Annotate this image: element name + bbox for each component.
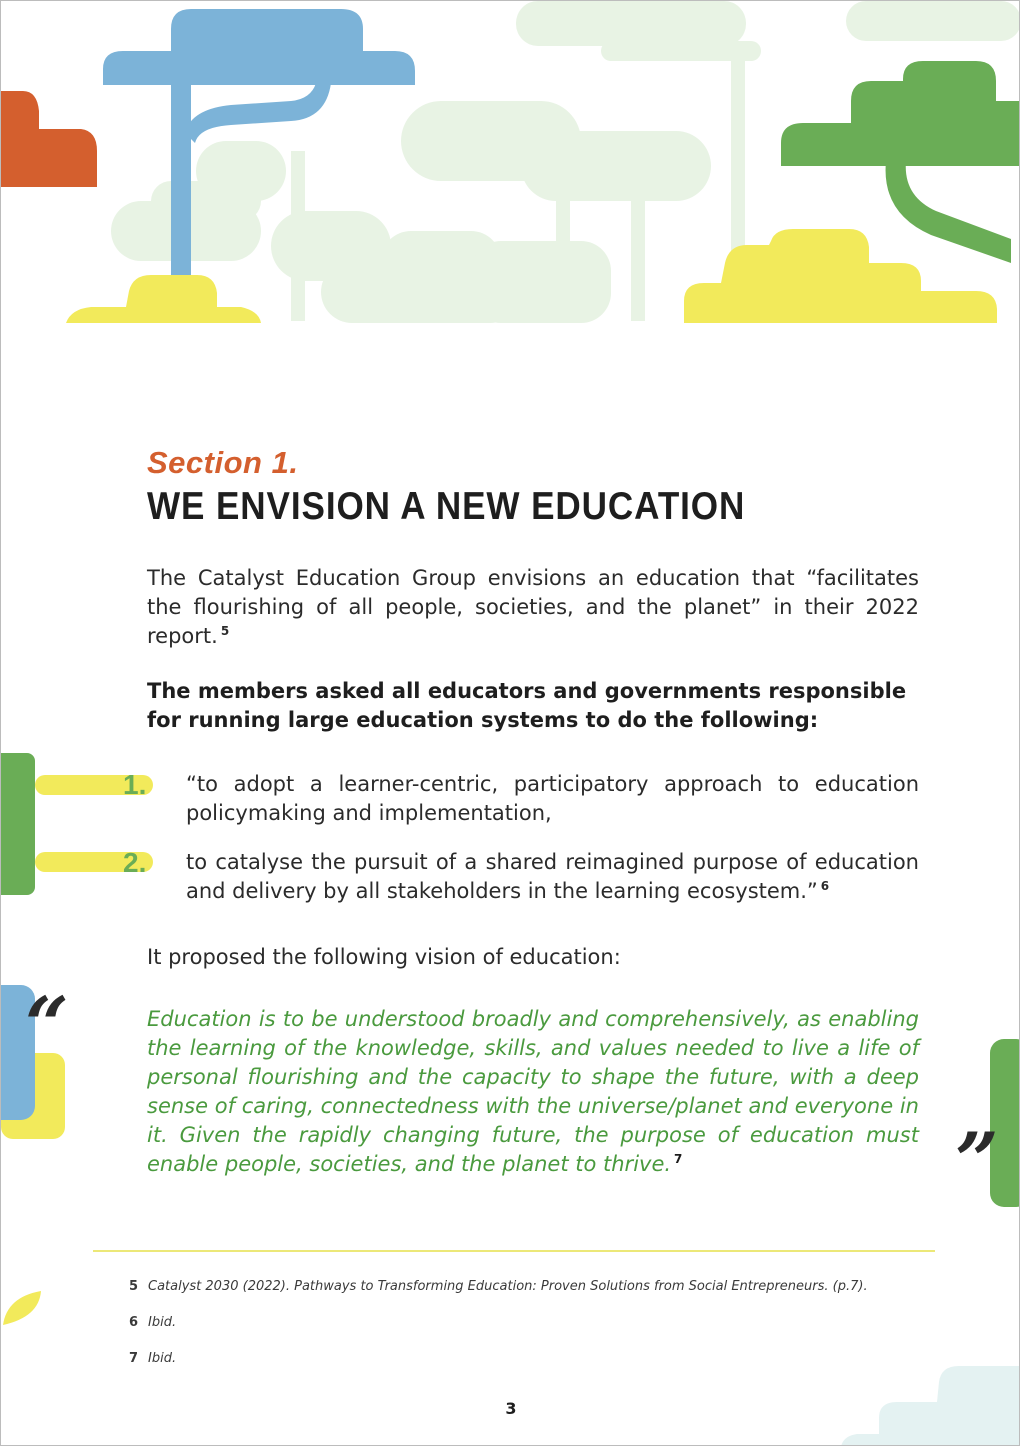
- list-item-2-text: to catalyse the pursuit of a shared reimagined purpose of education and delivery by all stakeholders in the learning ecosystem.”: [186, 850, 919, 903]
- close-quote-mark: ”: [955, 1116, 999, 1205]
- intro-text: The Catalyst Education Group envisions an education that “facilitates the flourishing of all people, societies, and the planet” in their 2022 report.: [147, 566, 919, 648]
- footnote-divider: [93, 1250, 935, 1252]
- list-number-1: 1.: [123, 769, 147, 800]
- bottom-cloud-decoration: [841, 1346, 1020, 1446]
- footnote-6-number: 6: [129, 1315, 139, 1330]
- section-label: Section 1.: [147, 445, 299, 480]
- proposed-paragraph: It proposed the following vision of education:: [147, 945, 621, 969]
- footnote-ref-7[interactable]: 7: [674, 1152, 683, 1166]
- footnote-7-text: Ibid.: [148, 1351, 177, 1366]
- leaf-decoration: [1, 1287, 46, 1329]
- section-title: WE ENVISION A NEW EDUCATION: [147, 485, 746, 528]
- list-item-2: [186, 848, 919, 906]
- footnote-5-number: 5: [129, 1279, 139, 1294]
- list-number-2: 2.: [123, 847, 147, 878]
- page-number: 3: [505, 1399, 517, 1418]
- footnote-7: [129, 1351, 176, 1366]
- footnote-5-text: Catalyst 2030 (2022). Pathways to Transforming Education: Proven Solutions from Social Entrepreneurs. (p.7).: [148, 1279, 868, 1294]
- footnote-7-number: 7: [129, 1351, 139, 1366]
- open-quote-mark: “: [25, 980, 69, 1069]
- intro-paragraph: [147, 564, 919, 651]
- vision-quote-text: Education is to be understood broadly and comprehensively, as enabling the learning of the knowledge, skills, and values needed to live a life of personal flourishing and the capacity to shape the future, with a deep sense of caring, connectedness with the universe/planet and everyone in it. Given the rapidly changing future, the purpose of education must enable people, societies, and the planet to thrive.: [147, 1007, 919, 1176]
- footnote-6: [129, 1315, 176, 1330]
- footnote-5: [129, 1279, 868, 1294]
- vision-quote: [147, 1005, 919, 1179]
- footnote-6-text: Ibid.: [148, 1315, 177, 1330]
- list-item-1: “to adopt a learner-centric, participatory approach to education policymaking and implementation,: [186, 772, 919, 825]
- members-paragraph: The members asked all educators and governments responsible for running large education systems to do the following:: [147, 679, 907, 732]
- header-tree-illustration: [1, 1, 1020, 331]
- footnote-ref-6[interactable]: 6: [820, 879, 830, 893]
- footnote-ref-5[interactable]: 5: [220, 624, 230, 638]
